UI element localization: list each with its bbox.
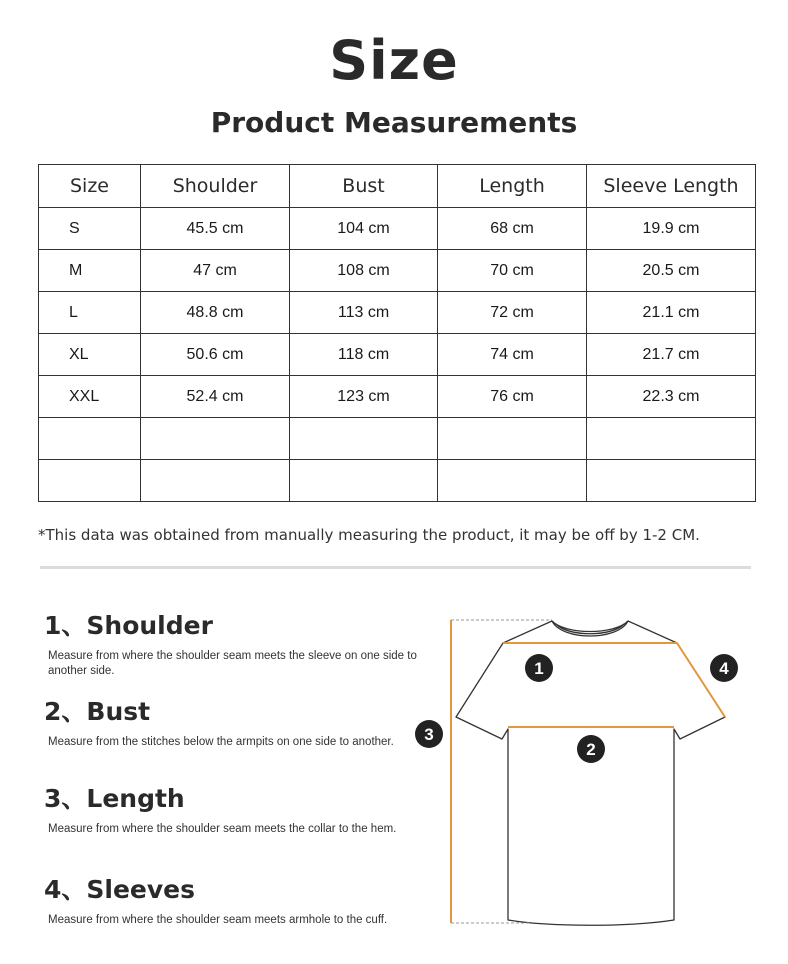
guide-heading: 3、Length	[44, 784, 185, 813]
guide-text: Measure from where the shoulder seam meets the sleeve on one side to another side.	[48, 650, 417, 677]
sleeve-length-cell: 21.7 cm	[587, 334, 756, 376]
length-cell: 76 cm	[438, 376, 587, 418]
tshirt-diagram	[400, 605, 740, 935]
length-cell	[438, 418, 587, 460]
sleeve-length-cell	[587, 460, 756, 502]
bust-cell	[290, 460, 438, 502]
size-cell	[39, 460, 141, 502]
length-cell: 74 cm	[438, 334, 587, 376]
measurement-note: *This data was obtained from manually measuring the product, it may be off by 1-2 CM.	[38, 526, 700, 544]
bust-cell: 123 cm	[290, 376, 438, 418]
table-row	[39, 208, 756, 250]
column-header: Sleeve Length	[587, 165, 756, 208]
marker-2	[577, 735, 605, 763]
column-header: Shoulder	[141, 165, 290, 208]
guide-length	[44, 784, 418, 837]
sleeve-length-cell: 22.3 cm	[587, 376, 756, 418]
shoulder-cell	[141, 460, 290, 502]
length-cell: 70 cm	[438, 250, 587, 292]
size-table	[38, 164, 756, 502]
sleeve-length-cell: 20.5 cm	[587, 250, 756, 292]
bust-cell: 104 cm	[290, 208, 438, 250]
marker-3	[415, 720, 443, 748]
bust-cell: 113 cm	[290, 292, 438, 334]
length-cell	[438, 460, 587, 502]
page-subtitle: Product Measurements	[210, 106, 578, 139]
length-cell: 68 cm	[438, 208, 587, 250]
column-header: Size	[39, 165, 141, 208]
column-header: Bust	[290, 165, 438, 208]
marker-1-label: 1	[534, 659, 544, 678]
bust-cell: 118 cm	[290, 334, 438, 376]
marker-2-label: 2	[586, 740, 596, 759]
size-cell	[39, 418, 141, 460]
size-cell: L	[39, 292, 141, 334]
shoulder-cell: 52.4 cm	[141, 376, 290, 418]
section-divider	[40, 566, 751, 569]
table-row	[39, 250, 756, 292]
table-row	[39, 460, 756, 502]
guide-heading: 2、Bust	[44, 697, 151, 726]
guide-shoulder	[44, 611, 418, 679]
bust-cell	[290, 418, 438, 460]
table-row	[39, 418, 756, 460]
size-cell: M	[39, 250, 141, 292]
tshirt-outline	[456, 621, 725, 925]
shoulder-cell: 50.6 cm	[141, 334, 290, 376]
sleeve-length-cell	[587, 418, 756, 460]
marker-3-label: 3	[424, 725, 434, 744]
guide-text: Measure from where the shoulder seam meets armhole to the cuff.	[48, 914, 388, 926]
marker-1	[525, 654, 553, 682]
shoulder-cell	[141, 418, 290, 460]
guide-bust	[44, 697, 418, 750]
table-row	[39, 292, 756, 334]
size-cell: XXL	[39, 376, 141, 418]
sleeve-length-cell: 19.9 cm	[587, 208, 756, 250]
shoulder-cell: 47 cm	[141, 250, 290, 292]
guide-sleeves	[44, 875, 418, 928]
length-cell: 72 cm	[438, 292, 587, 334]
size-cell: XL	[39, 334, 141, 376]
marker-4-label: 4	[719, 659, 729, 678]
marker-4	[710, 654, 738, 682]
sleeve-length-cell: 21.1 cm	[587, 292, 756, 334]
guide-text: Measure from the stitches below the armpits on one side to another.	[48, 736, 394, 748]
guide-heading: 4、Sleeves	[44, 875, 196, 904]
shoulder-cell: 48.8 cm	[141, 292, 290, 334]
guide-heading: 1、Shoulder	[44, 611, 213, 640]
bust-cell: 108 cm	[290, 250, 438, 292]
table-header-row	[39, 165, 756, 208]
column-header: Length	[438, 165, 587, 208]
guide-text: Measure from where the shoulder seam meets the collar to the hem.	[48, 823, 397, 835]
page-title: Size	[329, 29, 459, 92]
shoulder-cell: 45.5 cm	[141, 208, 290, 250]
table-row	[39, 334, 756, 376]
size-cell: S	[39, 208, 141, 250]
table-row	[39, 376, 756, 418]
